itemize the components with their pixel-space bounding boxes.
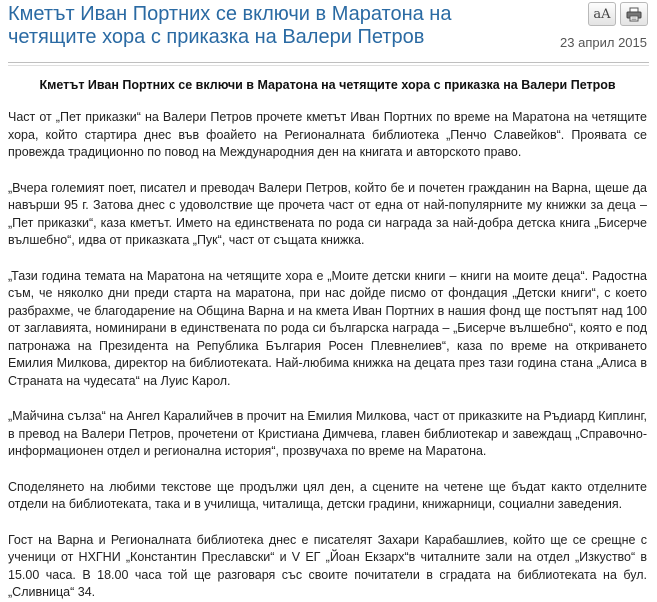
article-subtitle: Кметът Иван Портних се включи в Маратона на четящите хора с приказка на Валери Петров (39, 78, 616, 92)
article-toolbar (588, 2, 648, 26)
print-button[interactable] (620, 2, 648, 26)
page-title: Кметът Иван Портних се включи в Маратона на четящите хора с приказка на Валери Петров (8, 3, 452, 48)
header-divider-secondary (8, 65, 649, 66)
article-paragraph: „Тази година темата на Маратона на четящите хора е „Моите детски книги – книги на моите деца“. Радостна съм, че няколко дни преди старта на маратона, при нас дойде писмо от фондация „Детски книги“, с което разбрахме, че благодарение на Община Варна и на кмета Иван Портних в нашия фонд ще постъпят над 100 от заглавията, номинирани в единствената по рода си българска награда – „Бисерче вълшебно“, която е под патронажа на Президента на Република България Росен Плевнелиев“, каза по време на откриването Емилия Милкова, директор на библиотеката. Най-любима книжка на децата през тази година стана „Алиса в Страната на чудесата“ на Луис Карол. (8, 268, 647, 388)
article-paragraph: „Вчера големият поет, писател и преводач Валери Петров, който бе и почетен гражданин на Варна, щеше да навърши 95 г. Затова днес с удоволствие ще прочета част от една от най-популярните му книжки за деца – „Пет приказки“, каза кметът. Името на единствената по рода си награда за най-добра детска книга „Бисерче вълшебно“, идва от приказката „Пук“, част от същата книжка. (8, 180, 647, 247)
article-header (0, 0, 657, 66)
article-paragraph: Част от „Пет приказки“ на Валери Петров прочете кметът Иван Портних по време на Маратона на четящите хора, който стартира днес във фоайето на Регионалната библиотека „Пенчо Славейков“. Проявата се провежда традиционно по повод на Международния ден на книгата и авторското право. (8, 110, 647, 159)
article-body (0, 78, 657, 602)
publish-date: 23 април 2015 (560, 35, 647, 50)
article-paragraph: „Майчина сълза“ на Ангел Каралийчев в прочит на Емилия Милкова, част от приказките на Ръдиард Киплинг, в превод на Валери Петров, прочетени от Кристиана Димчева, главен библиотекар и завеждащ „Справочно-информационен отдел и регионална история“, прозвучаха по време на Маратона. (8, 409, 647, 458)
article-paragraph: Споделянето на любими текстове ще продължи цял ден, а сцените на четене ще бъдат както отделните отдели на библиотеката, така и в училища, читалища, детски градини, книжарници, социални заведения. (8, 479, 647, 511)
font-size-button[interactable]: aA (588, 2, 616, 26)
printer-icon (626, 7, 642, 22)
header-divider (8, 62, 649, 63)
article-paragraph: Гост на Варна и Регионалната библиотека днес е писателят Захари Карабашлиев, който ще се срещне с ученици от НХГНИ „Константин Преславски“ и V ЕГ „Йоан Екзарх“в читалните зали на отдел „Изкуство“ в 15.00 часа. В 18.00 часа той ще разговаря със своите почитатели в сградата на библиотеката на бул. „Сливница“ 34. (8, 532, 647, 599)
